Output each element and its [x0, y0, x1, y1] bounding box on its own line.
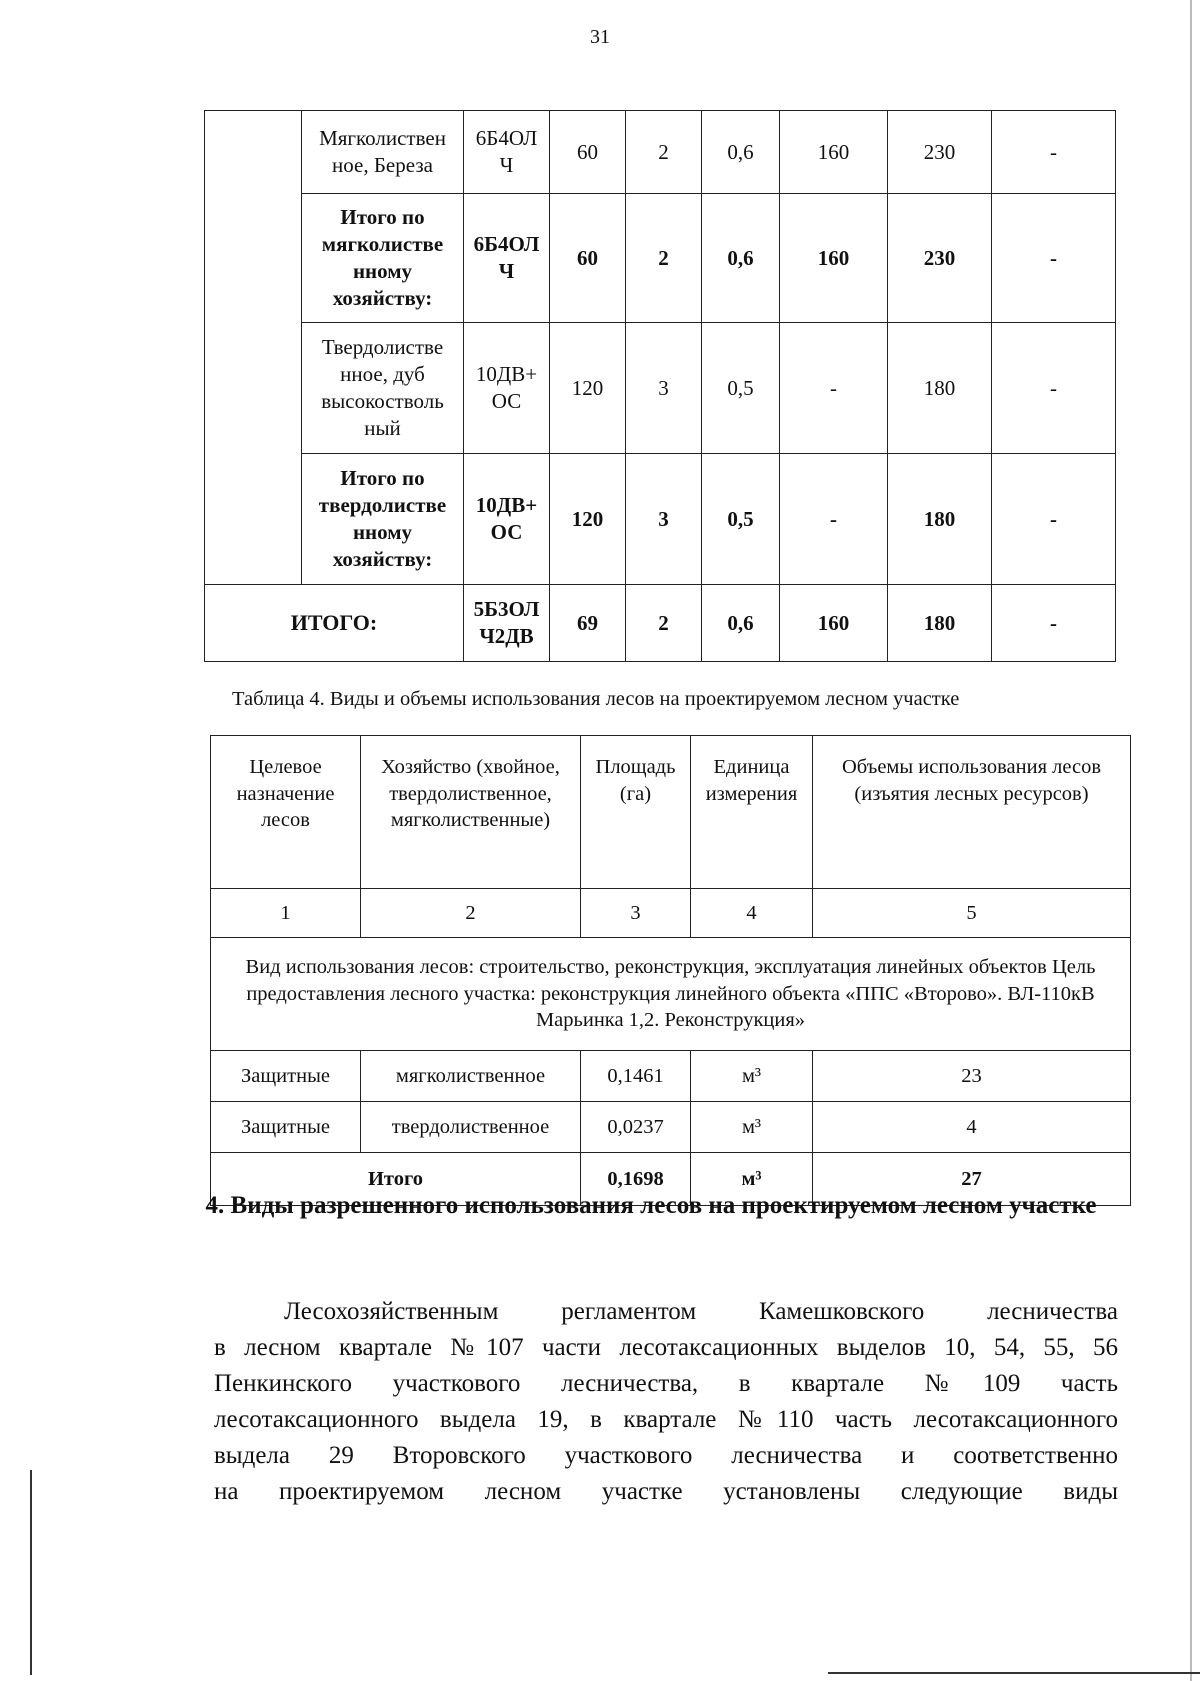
paragraph-line: Пенкинского участкового лесничества, в квартале №109 часть: [214, 1370, 1118, 1397]
formula-cell: 6Б4ОЛ Ч: [464, 111, 550, 194]
species-cell: Мягколиствен ное, Береза: [302, 111, 464, 194]
header-cell: Целевое назначение лесов: [211, 736, 361, 889]
scan-edge-line: [828, 1672, 1200, 1674]
value-cell: 0,6: [702, 585, 780, 662]
column-number-row: [211, 889, 1131, 938]
header-cell: Площадь (га): [581, 736, 691, 889]
value-cell: 0,6: [702, 111, 780, 194]
value-cell: -: [992, 111, 1116, 194]
table-caption: Таблица 4. Виды и объемы использования лесов на проектируемом лесном участке: [232, 688, 960, 710]
scan-edge-line: [30, 1470, 32, 1675]
purpose-row: [211, 938, 1131, 1051]
purpose-type-cell: Защитные: [211, 1102, 361, 1153]
value-cell: 180: [888, 454, 992, 585]
value-cell: 160: [780, 585, 888, 662]
unit-cell: м³: [691, 1153, 813, 1206]
species-cell: Твердолистве нное, дуб высокостволь ный: [302, 323, 464, 454]
purpose-type-cell: Защитные: [211, 1051, 361, 1102]
table-row: [205, 111, 1116, 194]
value-cell: 3: [626, 454, 702, 585]
header-cell: Хозяйство (хвойное, твердолиственное, мягколиственные): [361, 736, 581, 889]
table-row: [205, 194, 1116, 323]
value-cell: 60: [550, 194, 626, 323]
farm-cell: твердолиственное: [361, 1102, 581, 1153]
table-header-row: [211, 736, 1131, 889]
value-cell: 2: [626, 194, 702, 323]
forest-stand-table: [204, 110, 1116, 662]
value-cell: 160: [780, 111, 888, 194]
value-cell: -: [992, 454, 1116, 585]
value-cell: 230: [888, 194, 992, 323]
paragraph-line: в лесном квартале №107 части лесотаксационных выделов 10, 54, 55, 56: [214, 1334, 1118, 1361]
section-heading: 4. Виды разрешенного использования лесов на проектируемом лесном участке: [205, 1192, 1097, 1219]
unit-cell: м³: [691, 1051, 813, 1102]
value-cell: 120: [550, 454, 626, 585]
empty-cell: [205, 111, 302, 585]
value-cell: -: [780, 454, 888, 585]
value-cell: -: [992, 323, 1116, 454]
paragraph-line: на проектируемом лесном участке установлены следующие виды: [214, 1478, 1118, 1505]
formula-cell: 6Б4ОЛ Ч: [464, 194, 550, 323]
value-cell: 160: [780, 194, 888, 323]
table-total-row: [205, 585, 1116, 662]
value-cell: 0,6: [702, 194, 780, 323]
value-cell: -: [992, 194, 1116, 323]
value-cell: 2: [626, 111, 702, 194]
unit-cell: м³: [691, 1102, 813, 1153]
subtotal-label-cell: Итого по твердолистве нному хозяйству:: [302, 454, 464, 585]
page-number: 31: [590, 26, 610, 48]
volume-cell: 23: [813, 1051, 1131, 1102]
subtotal-label-cell: Итого по мягколистве нному хозяйству:: [302, 194, 464, 323]
value-cell: 0,5: [702, 454, 780, 585]
farm-cell: мягколиственное: [361, 1051, 581, 1102]
volume-cell: 27: [813, 1153, 1131, 1206]
formula-cell: 5Б3ОЛ Ч2ДВ: [464, 585, 550, 662]
area-cell: 0,0237: [581, 1102, 691, 1153]
value-cell: 0,5: [702, 323, 780, 454]
volume-cell: 4: [813, 1102, 1131, 1153]
column-number: 4: [691, 889, 813, 938]
column-number: 1: [211, 889, 361, 938]
formula-cell: 10ДВ+ ОС: [464, 323, 550, 454]
table-row: [211, 1102, 1131, 1153]
column-number: 3: [581, 889, 691, 938]
column-number: 5: [813, 889, 1131, 938]
paragraph-line: Лесохозяйственным регламентом Камешковского лесничества: [284, 1298, 1118, 1325]
value-cell: 180: [888, 585, 992, 662]
table-row: [205, 323, 1116, 454]
column-number: 2: [361, 889, 581, 938]
value-cell: -: [992, 585, 1116, 662]
value-cell: 3: [626, 323, 702, 454]
body-paragraph: [214, 1294, 1118, 1510]
header-cell: Единица измерения: [691, 736, 813, 889]
forest-use-table: [210, 735, 1131, 1206]
purpose-cell: Вид использования лесов: строительство, реконструкция, эксплуатация линейных объектов Цель предоставления лесного участка: реконструкция линейного объекта «ППС «Второво». ВЛ-110кВ Марьинка 1,2. Реконструкция»: [211, 938, 1131, 1051]
table-row: [205, 454, 1116, 585]
value-cell: 69: [550, 585, 626, 662]
value-cell: 230: [888, 111, 992, 194]
total-label-cell: ИТОГО:: [205, 585, 464, 662]
value-cell: 120: [550, 323, 626, 454]
paragraph-line: лесотаксационного выдела 19, в квартале №110 часть лесотаксационного: [214, 1406, 1118, 1433]
header-cell: Объемы использования лесов (изъятия лесных ресурсов): [813, 736, 1131, 889]
table-row: [211, 1051, 1131, 1102]
scan-edge-line: [1190, 0, 1192, 1681]
formula-cell: 10ДВ+ ОС: [464, 454, 550, 585]
value-cell: 2: [626, 585, 702, 662]
area-cell: 0,1461: [581, 1051, 691, 1102]
value-cell: -: [780, 323, 888, 454]
paragraph-line: выдела 29 Второвского участкового лесничества и соответственно: [214, 1442, 1118, 1469]
area-cell: 0,1698: [581, 1153, 691, 1206]
value-cell: 180: [888, 323, 992, 454]
total-label-cell: Итого: [211, 1153, 581, 1206]
value-cell: 60: [550, 111, 626, 194]
